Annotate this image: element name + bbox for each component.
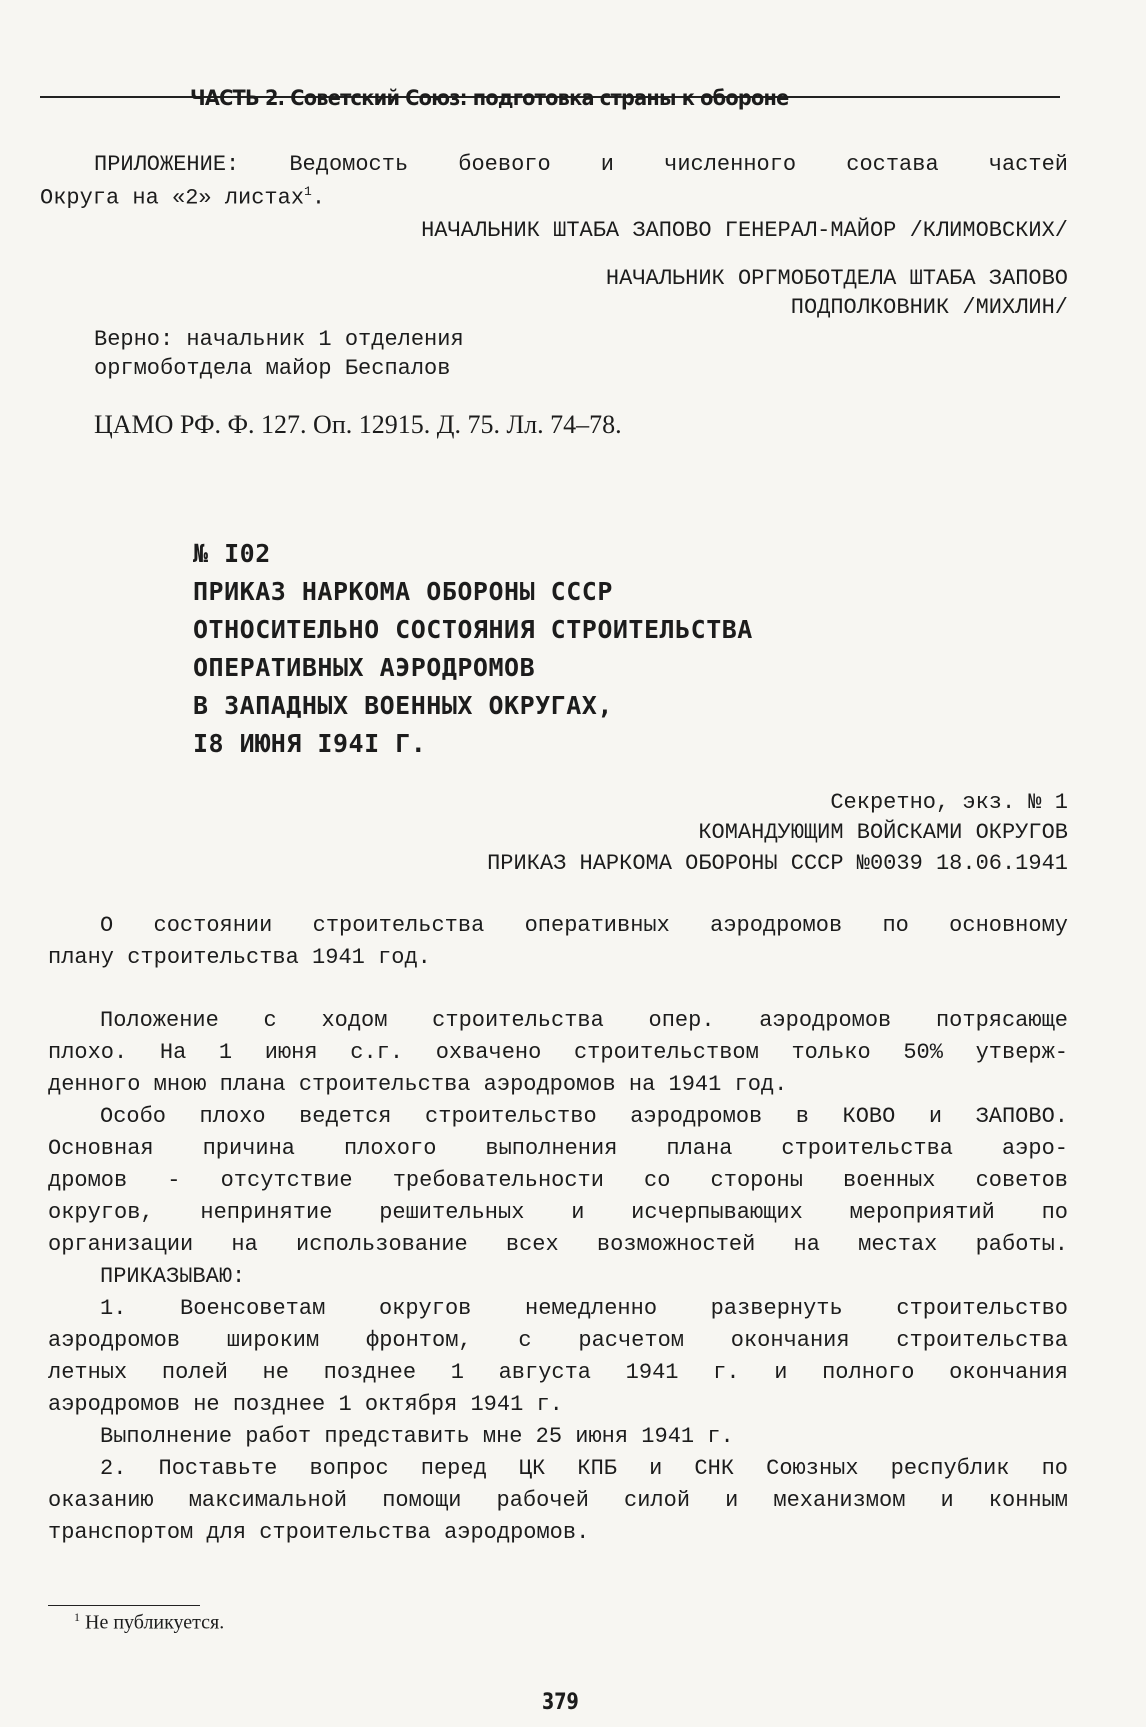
order-keyword: ПРИКАЗЫВАЮ:	[100, 1264, 246, 1289]
signature-orgmob-head-line-1: НАЧАЛЬНИК ОРГМОБОТДЕЛА ШТАБА ЗАПОВО	[605, 266, 1068, 291]
document-title-line: В ЗАПАДНЫХ ВОЕННЫХ ОКРУГАХ,	[193, 691, 613, 720]
document-title	[193, 535, 753, 763]
footnote-divider	[48, 1605, 200, 1606]
secrecy-mark: Секретно, экз. № 1	[830, 790, 1068, 815]
footnote	[74, 1610, 224, 1635]
running-header	[40, 86, 1060, 110]
signature-orgmob-head-line-2: ПОДПОЛКОВНИК /МИХЛИН/	[790, 295, 1068, 320]
order-number: ПРИКАЗ НАРКОМА ОБОРОНЫ СССР №0039 18.06.1941	[487, 851, 1068, 876]
verified-line-2: оргмоботдела майор Беспалов	[94, 356, 451, 381]
document-date: I8 ИЮНЯ I94I Г.	[193, 729, 427, 758]
document-title-line: ОТНОСИТЕЛЬНО СОСТОЯНИЯ СТРОИТЕЛЬСТВА	[193, 615, 753, 644]
subject: О состоянии строительства оперативных аэродромов по основному плану строительства 1941 год.	[48, 913, 1068, 970]
page-number: 379	[542, 1690, 579, 1715]
footnote-ref: 1	[304, 184, 312, 199]
order-item-2: 2. Поставьте вопрос перед ЦК КПБ и СНК Союзных республик по оказанию максимальной помощи рабочей силой и механизмом и конным транспортом для строительства аэродромов.	[48, 1456, 1068, 1545]
footnote-mark: 1	[74, 1610, 80, 1624]
document-title-line: ПРИКАЗ НАРКОМА ОБОРОНЫ СССР	[193, 577, 613, 606]
footnote-text: Не публикуется.	[85, 1611, 225, 1634]
appendix-line-2: Округа на «2» листах$^1$.	[40, 184, 326, 211]
body-paragraph-1: Положение с ходом строительства опер. аэродромов потрясающе плохо. На 1 июня с.г. охвачено строительством только 50% утверж- денного мною плана строительства аэродромов на 1941 год.	[48, 1008, 1068, 1097]
body-paragraph-2: Особо плохо ведется строительство аэродромов в КОВО и ЗАПОВО. Основная причина плохого выполнения плана строительства аэро- дромов - отсутствие требовательности со стороны военных советов округов, непринятие решительных и исчерпывающих мероприятий по организации на использование всех возможностей на местах работы. ПРИКАЗЫВАЮ:	[48, 1101, 1068, 1293]
appendix-line-1: ПРИЛОЖЕНИЕ: Ведомость боевого и численного состава частей	[94, 152, 1068, 177]
order-item-1: 1. Военсоветам округов немедленно развернуть строительство аэродромов широким фронтом, с расчетом окончания строительства летных полей не позднее 1 августа 1941 г. и полного окончания аэродромов не позднее 1 октября 1941 г. Выполнение работ представить мне 25 июня 1941 г.	[48, 1296, 1068, 1449]
archive-reference: ЦАМО РФ. Ф. 127. Оп. 12915. Д. 75. Лл. 74–78.	[94, 410, 622, 439]
addressee: КОМАНДУЮЩИМ ВОЙСКАМИ ОКРУГОВ	[698, 820, 1068, 845]
signature-chief-of-staff: НАЧАЛЬНИК ШТАБА ЗАПОВО ГЕНЕРАЛ-МАЙОР /КЛИМОВСКИХ/	[421, 218, 1068, 243]
document-title-line: ОПЕРАТИВНЫХ АЭРОДРОМОВ	[193, 653, 536, 682]
document-number: № I02	[193, 539, 271, 568]
verified-line-1: Верно: начальник 1 отделения	[94, 327, 464, 352]
running-header-title: ЧАСТЬ 2. Советский Союз: подготовка страны к обороне	[190, 86, 789, 110]
